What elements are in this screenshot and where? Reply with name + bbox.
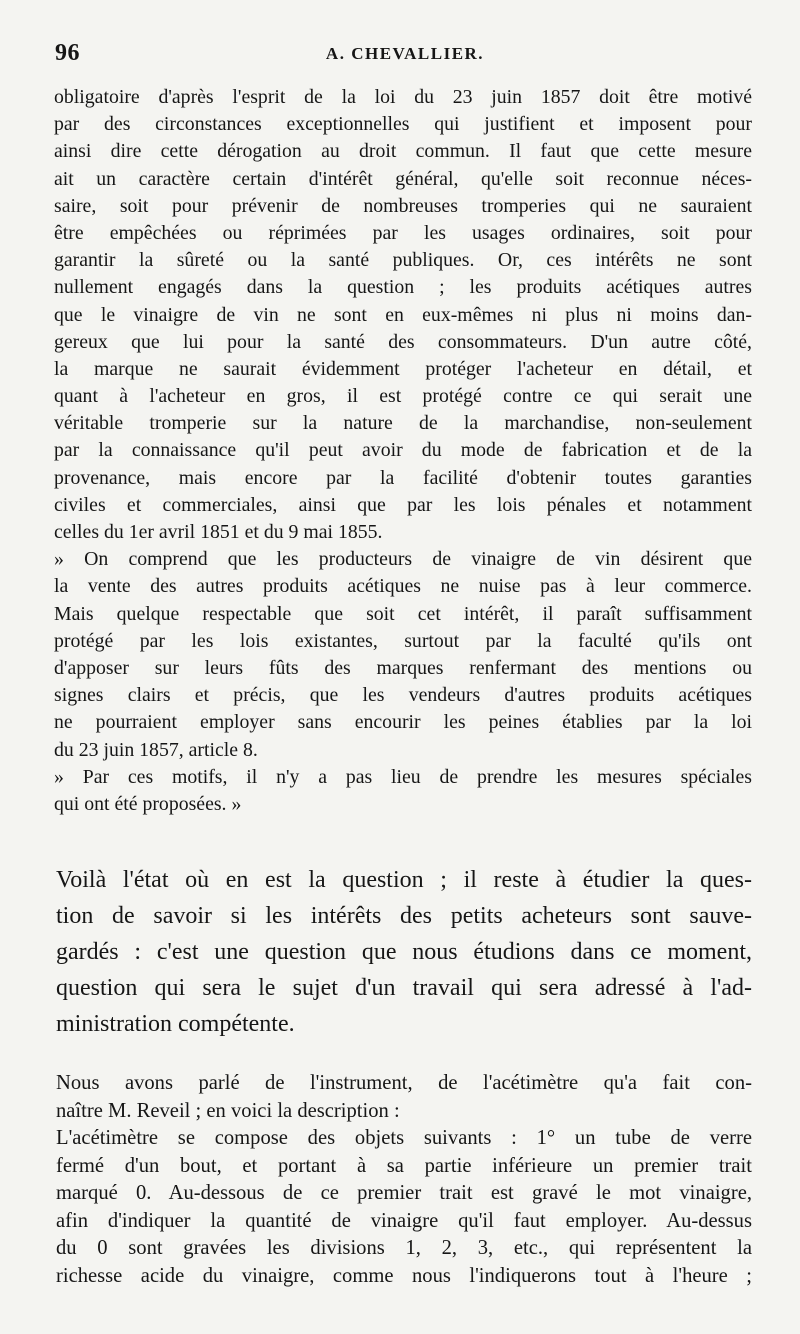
running-head: A. CHEVALLIER. bbox=[325, 44, 485, 63]
text-line: qui ont été proposées. » bbox=[54, 792, 242, 815]
text-line: » On comprend que les producteurs de vinaigre de vin désirent que bbox=[54, 548, 752, 571]
text-line: obligatoire d'après l'esprit de la loi du 23 juin 1857 doit être motivé bbox=[54, 86, 752, 108]
text-line: la marque ne saurait évidemment protéger l'acheteur en détail, et bbox=[54, 357, 752, 380]
text-line: que le vinaigre de vin ne sont en eux-mêmes ni plus ni moins dan- bbox=[54, 303, 752, 326]
text-line: Nous avons parlé de l'instrument, de l'acétimètre qu'a fait con- bbox=[56, 1072, 752, 1094]
text-line: Voilà l'état où en est la question ; il reste à étudier la ques- bbox=[56, 867, 752, 893]
text-line: d'apposer sur leurs fûts des marques renfermant des mentions ou bbox=[54, 656, 752, 679]
text-line: par des circonstances exceptionnelles qui justifient et imposent pour bbox=[54, 113, 752, 136]
text-line: gereux que lui pour la santé des consommateurs. D'un autre côté, bbox=[54, 330, 752, 353]
text-line: par la connaissance qu'il peut avoir du mode de fabrication et de la bbox=[54, 439, 752, 462]
page-header bbox=[55, 40, 755, 76]
text-line: quant à l'acheteur en gros, il est protégé contre ce qui serait une bbox=[54, 385, 752, 408]
text-line: du 23 juin 1857, article 8. bbox=[54, 738, 258, 761]
text-line: civiles et commerciales, ainsi que par les lois pénales et notamment bbox=[54, 493, 752, 516]
text-line: protégé par les lois existantes, surtout par la faculté qu'ils ont bbox=[54, 629, 752, 652]
quoted-decision-text bbox=[54, 84, 752, 818]
commentary-paragraph bbox=[56, 862, 752, 1042]
text-line: saire, soit pour prévenir de nombreuses tromperies qui ne sauraient bbox=[54, 194, 752, 217]
text-line: être empêchées ou réprimées par les usages ordinaires, soit pour bbox=[54, 221, 752, 244]
text-line: la vente des autres produits acétiques ne nuise pas à leur commerce. bbox=[54, 575, 752, 598]
text-line: signes clairs et précis, que les vendeurs d'autres produits acétiques bbox=[54, 684, 752, 707]
text-line: véritable tromperie sur la nature de la marchandise, non-seulement bbox=[54, 412, 752, 435]
text-line: richesse acide du vinaigre, comme nous l'indiquerons tout à l'heure ; bbox=[56, 1264, 752, 1287]
text-line: L'acétimètre se compose des objets suivants : 1° un tube de verre bbox=[56, 1127, 752, 1149]
text-line: ainsi dire cette dérogation au droit commun. Il faut que cette mesure bbox=[54, 140, 752, 163]
text-line: ne pourraient employer sans encourir les peines établies par la loi bbox=[54, 711, 752, 734]
text-line: question qui sera le sujet d'un travail qui sera adressé à l'ad- bbox=[56, 975, 752, 1001]
text-line: celles du 1er avril 1851 et du 9 mai 1855. bbox=[54, 521, 383, 543]
text-line: naître M. Reveil ; en voici la description : bbox=[56, 1099, 400, 1122]
text-line: afin d'indiquer la quantité de vinaigre qu'il faut employer. Au-dessus bbox=[56, 1209, 752, 1232]
text-line: gardés : c'est une question que nous étudions dans ce moment, bbox=[56, 939, 752, 965]
text-line: du 0 sont gravées les divisions 1, 2, 3, etc., qui représentent la bbox=[56, 1237, 752, 1259]
text-line: » Par ces motifs, il n'y a pas lieu de prendre les mesures spéciales bbox=[54, 765, 752, 788]
text-line: Mais quelque respectable que soit cet intérêt, il paraît suffisamment bbox=[54, 602, 752, 625]
text-line: provenance, mais encore par la facilité d'obtenir toutes garanties bbox=[54, 466, 752, 489]
text-line: ait un caractère certain d'intérêt général, qu'elle soit reconnue néces- bbox=[54, 167, 752, 190]
acetimeter-description bbox=[56, 1070, 752, 1290]
text-line: ministration compétente. bbox=[56, 1011, 295, 1037]
text-line: fermé d'un bout, et portant à sa partie inférieure un premier trait bbox=[56, 1154, 752, 1177]
text-line: nullement engagés dans la question ; les produits acétiques autres bbox=[54, 276, 752, 299]
text-line: marqué 0. Au-dessous de ce premier trait est gravé le mot vinaigre, bbox=[56, 1182, 752, 1204]
text-line: garantir la sûreté ou la santé publiques. Or, ces intérêts ne sont bbox=[54, 249, 752, 272]
text-line: tion de savoir si les intérêts des petits acheteurs sont sauve- bbox=[56, 903, 752, 929]
page-number: 96 bbox=[55, 40, 80, 66]
